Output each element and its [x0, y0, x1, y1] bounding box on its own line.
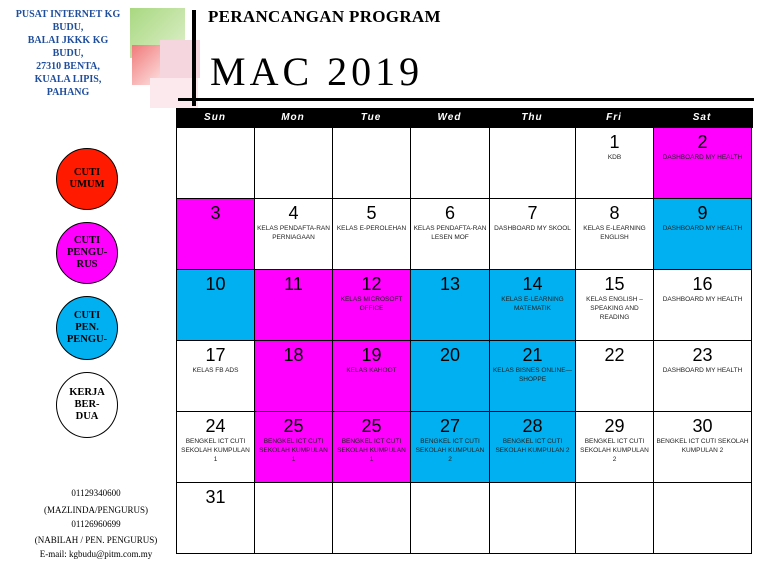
organization-address	[4, 8, 132, 99]
calendar-day-cell	[576, 128, 654, 199]
calendar-day-cell	[333, 199, 411, 270]
day-number: 3	[210, 203, 221, 223]
day-event: BENGKEL ICT CUTI SEKOLAH KUMPULAN 1	[181, 438, 250, 463]
calendar-day-cell	[576, 412, 654, 483]
address-line: KUALA LIPIS,	[34, 74, 102, 85]
legend-label: CUTI PEN. PENGU-	[66, 310, 108, 345]
calendar-day-cell	[654, 341, 752, 412]
calendar-day-cell	[411, 341, 490, 412]
day-event: DASHBOARD MY HEALTH	[662, 367, 743, 374]
legend-label: CUTI UMUM	[69, 167, 105, 190]
weekday-label: Fri	[606, 112, 622, 123]
address-line: BALAI JKKK KG	[27, 35, 109, 46]
calendar-day-cell	[255, 412, 333, 483]
calendar-day-cell	[576, 341, 654, 412]
day-event: KELAS ENGLISH – SPEAKING AND READING	[586, 296, 643, 321]
day-number: 5	[366, 203, 377, 223]
legend-kerja-berdua	[56, 372, 118, 438]
calendar-day-cell	[255, 199, 333, 270]
day-event: DASHBOARD MY HEALTH	[662, 225, 743, 232]
day-number: 13	[439, 274, 461, 294]
day-number: 22	[604, 345, 625, 365]
day-event: DASHBOARD MY HEALTH	[662, 154, 743, 161]
day-number: 1	[609, 132, 620, 152]
calendar-day-cell	[654, 199, 752, 270]
day-number: 7	[527, 203, 538, 223]
day-number: 15	[604, 274, 625, 294]
calendar-day-cell	[411, 128, 490, 199]
day-number: 6	[444, 203, 455, 223]
day-event: KELAS E-PEROLEHAN	[336, 225, 407, 232]
calendar-day-cell	[177, 412, 255, 483]
day-number: 8	[609, 203, 620, 223]
title-vertical-rule	[192, 10, 196, 106]
day-number: 9	[697, 203, 708, 223]
calendar-day-cell	[490, 199, 576, 270]
day-event: KELAS E-LEARNING ENGLISH	[583, 225, 646, 241]
day-number: 16	[692, 274, 713, 294]
weekday-label: Tue	[360, 112, 382, 123]
calendar-day-cell	[490, 270, 576, 341]
day-number: 10	[205, 274, 226, 294]
page-title: PERANCANGAN PROGRAM	[208, 7, 441, 26]
day-number: 30	[692, 416, 713, 436]
day-event: BENGKEL ICT CUTI SEKOLAH KUMPULAN 1	[259, 438, 328, 463]
decor-square-light-pink	[150, 78, 198, 108]
day-event: BENGKEL ICT CUTI SEKOLAH KUMPULAN 1	[337, 438, 406, 463]
calendar-day-cell	[411, 199, 490, 270]
day-number: 2	[697, 132, 708, 152]
calendar-day-cell	[177, 128, 255, 199]
day-number: 29	[604, 416, 625, 436]
calendar-day-cell	[576, 483, 654, 554]
weekday-label: Sat	[692, 112, 712, 123]
legend-cuti-pengurus	[56, 222, 118, 284]
calendar-day-cell	[333, 341, 411, 412]
calendar	[176, 108, 753, 554]
day-number: 24	[205, 416, 226, 436]
address-line: BUDU,	[52, 48, 84, 59]
calendar-day-cell	[255, 128, 333, 199]
legend-cuti-umum	[56, 148, 118, 210]
weekday-label: Mon	[281, 112, 305, 123]
calendar-day-cell	[177, 483, 255, 554]
calendar-day-cell	[333, 270, 411, 341]
title-horizontal-rule	[178, 98, 754, 101]
weekday-header	[176, 108, 753, 127]
day-number: 19	[361, 345, 382, 365]
day-event: KELAS MICROSOFT OFFICE	[340, 296, 403, 312]
day-number: 23	[692, 345, 713, 365]
calendar-day-cell	[177, 270, 255, 341]
calendar-day-cell	[490, 128, 576, 199]
day-number: 17	[205, 345, 226, 365]
address-line: 27310 BENTA,	[36, 61, 100, 72]
calendar-day-cell	[576, 199, 654, 270]
calendar-day-cell	[411, 412, 490, 483]
calendar-day-cell	[490, 412, 576, 483]
calendar-day-cell	[333, 483, 411, 554]
legend-label: CUTI PENGU-RUS	[67, 235, 108, 270]
month-heading: MAC 2019	[210, 49, 424, 94]
calendar-day-cell	[333, 128, 411, 199]
day-event: BENGKEL ICT CUTI SEKOLAH KUMPULAN 2	[495, 438, 570, 454]
contact-phone-2: 01126960699	[71, 519, 121, 529]
day-event: KELAS KAHOOT	[346, 367, 397, 374]
legend-label: KERJA BER-DUA	[69, 387, 105, 422]
contact-name-1: (MAZLINDA/PENGURUS)	[44, 505, 148, 515]
calendar-day-cell	[411, 270, 490, 341]
day-number: 14	[522, 274, 543, 294]
day-number: 4	[288, 203, 299, 223]
calendar-day-cell	[576, 270, 654, 341]
day-event: BENGKEL ICT CUTI SEKOLAH KUMPULAN 2	[656, 438, 749, 454]
day-event: KDB	[607, 154, 622, 161]
calendar-day-cell	[490, 483, 576, 554]
calendar-day-cell	[255, 483, 333, 554]
day-number: 27	[439, 416, 461, 436]
day-number: 21	[522, 345, 543, 365]
day-event: BENGKEL ICT CUTI SEKOLAH KUMPULAN 2	[580, 438, 649, 463]
address-line: BUDU,	[52, 22, 84, 33]
day-number: 25	[283, 416, 304, 436]
day-event: KELAS E-LEARNING MATEMATIK	[501, 296, 564, 312]
weekday-label: Thu	[521, 112, 543, 123]
calendar-day-cell	[177, 341, 255, 412]
calendar-day-cell	[411, 483, 490, 554]
calendar-day-cell	[255, 270, 333, 341]
day-event: DASHBOARD MY HEALTH	[662, 296, 743, 303]
calendar-day-cell	[654, 270, 752, 341]
day-event: KELAS PENDAFTA-RAN PERNIAGAAN	[257, 225, 330, 241]
day-number: 31	[205, 487, 226, 507]
day-number: 18	[283, 345, 304, 365]
calendar-day-cell	[654, 128, 752, 199]
day-event: BENGKEL ICT CUTI SEKOLAH KUMPULAN 2	[415, 438, 485, 463]
address-line: PAHANG	[46, 87, 90, 98]
calendar-day-cell	[490, 341, 576, 412]
day-event: KELAS BISNES ONLINE—SHOPPE	[492, 367, 573, 383]
day-event: KELAS PENDAFTA-RAN LESEN MOF	[413, 225, 487, 241]
weekday-label: Wed	[437, 112, 462, 123]
calendar-day-cell	[177, 199, 255, 270]
calendar-day-cell	[654, 483, 752, 554]
calendar-day-cell	[333, 412, 411, 483]
contact-name-2: (NABILAH / PEN. PENGURUS)	[34, 535, 158, 545]
address-line: PUSAT INTERNET KG	[15, 9, 121, 20]
day-number: 28	[522, 416, 543, 436]
day-number: 11	[284, 274, 303, 294]
day-number: 12	[361, 274, 382, 294]
day-event: DASHBOARD MY SKOOL	[494, 225, 571, 232]
weekday-label: Sun	[204, 112, 226, 123]
contact-phone-1: 01129340600	[71, 488, 121, 498]
calendar-day-cell	[654, 412, 752, 483]
day-number: 20	[439, 345, 461, 365]
day-event: KELAS FB ADS	[192, 367, 239, 374]
calendar-grid	[176, 127, 753, 554]
day-number: 25	[361, 416, 382, 436]
contact-email: E-mail: kgbudu@pitm.com.my	[39, 549, 153, 559]
legend-cuti-pen-pengurus	[56, 296, 118, 360]
calendar-day-cell	[255, 341, 333, 412]
